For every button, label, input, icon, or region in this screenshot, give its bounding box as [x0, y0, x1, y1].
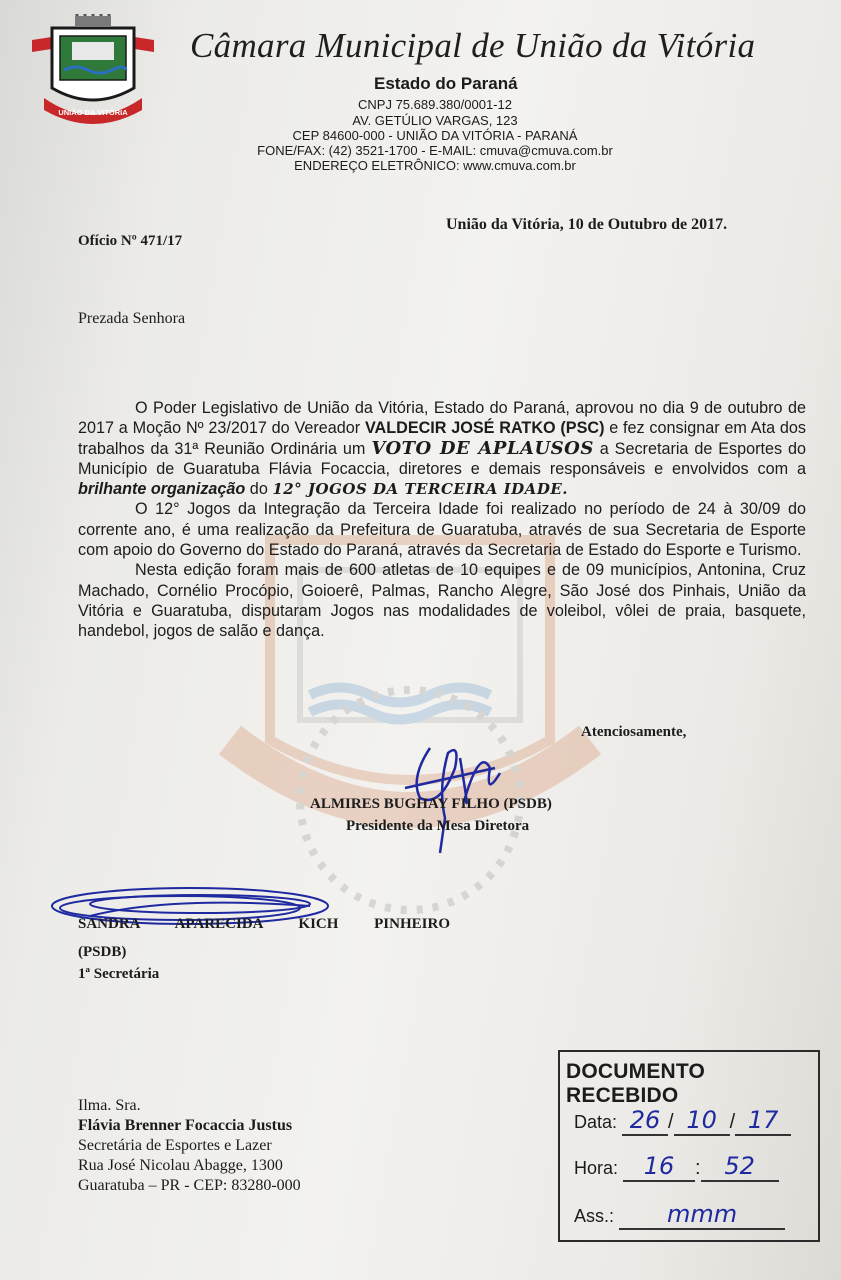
p1-text-d: do [245, 480, 273, 499]
stamp-time-label: Hora: [574, 1158, 619, 1178]
stamp-time-minute: 52 [701, 1152, 779, 1182]
crest-motto: UNIÃO DA VITÓRIA [58, 108, 128, 117]
oficio-number: Ofício Nº 471/17 [78, 233, 183, 249]
recipient-street: Rua José Nicolau Abagge, 1300 [78, 1157, 283, 1174]
stamp-date-month: 10 [674, 1106, 730, 1136]
recipient-address [78, 1096, 301, 1196]
secretary-role: 1ª Secretária [78, 966, 160, 982]
stamp-time-hour: 16 [623, 1152, 695, 1182]
chamber-title: Câmara Municipal de União da Vitória [190, 26, 756, 65]
recipient-name: Flávia Brenner Focaccia Justus [78, 1117, 293, 1134]
stamp-date-day: 26 [622, 1106, 668, 1136]
stamp-date-year: 17 [735, 1106, 791, 1136]
street-line: AV. GETÚLIO VARGAS, 123 [352, 113, 518, 128]
secretary-party: (PSDB) [78, 944, 127, 960]
phone-email-line: FONE/FAX: (42) 3521-1700 - E-MAIL: cmuva@cmuva.com.br [257, 143, 613, 158]
stamp-signature-value: mmm [619, 1200, 785, 1230]
president-name: ALMIRES BUGHAY FILHO (PSDB) [310, 796, 552, 812]
place-date: União da Vitória, 10 de Outubro de 2017. [446, 216, 728, 233]
cep-line: CEP 84600-000 - UNIÃO DA VITÓRIA - PARANÁ [292, 128, 578, 143]
letter-body [78, 398, 806, 642]
paragraph-3: Nesta edição foram mais de 600 atletas de 10 equipes e de 09 municípios, Antonina, Cruz Machado, Cornélio Procópio, Goioerê, Palmas, Rancho Alegre, São José dos Pinhais, União da Vitória e Guaratuba, disputaram Jogos nas modalidades de voleibol, vôlei de praia, basquete, handebol, jogos de salão e dança. [78, 561, 806, 641]
recipient-treatment: Ilma. Sra. [78, 1097, 141, 1114]
closing: Atenciosamente, [581, 724, 687, 740]
cnpj-line: CNPJ 75.689.380/0001-12 [358, 97, 512, 112]
p1-text-a: O Poder Legislativo de União da Vitória, Estado do Paraná, aprovou no dia 9 de outubro de 2017 a Moção Nº 23/2017 do Vereador [78, 399, 806, 438]
brilhante-organizacao: brilhante organização [78, 480, 246, 499]
jogos-terceira-idade: 12° JOGOS DA TERCEIRA IDADE. [272, 480, 568, 499]
recipient-city: Guaratuba – PR - CEP: 83280-000 [78, 1177, 301, 1194]
paragraph-2: O 12° Jogos da Integração da Terceira Idade foi realizado no período de 24 à 30/09 do corrente ano, é uma realização da Prefeitura de Guaratuba, através de sua Secretaria de Esporte com apoio do Governo do Estado do Paraná, através da Secretaria de Estado do Esporte e Turismo. [78, 500, 806, 560]
stamp-title: DOCUMENTO RECEBIDO [566, 1060, 706, 1107]
received-stamp [558, 1050, 820, 1242]
stamp-signature-label: Ass.: [574, 1206, 615, 1226]
stamp-date-label: Data: [574, 1112, 618, 1132]
secretary-name: SANDRA APARECIDA KICH PINHEIRO [78, 916, 450, 932]
p1-text-c: a Secretaria de Esportes do Município de Guaratuba Flávia Focaccia, diretores e demais responsáveis e envolvidos com a [78, 439, 806, 478]
voto-de-aplausos: VOTO DE APLAUSOS [371, 437, 594, 459]
stamp-time-row: Hora: 16 : 52 [574, 1152, 779, 1182]
recipient-role: Secretária de Esportes e Lazer [78, 1137, 272, 1154]
president-role: Presidente da Mesa Diretora [346, 818, 530, 834]
stamp-date-row: Data: 26 / 10 / 17 [574, 1106, 791, 1136]
website-line: ENDEREÇO ELETRÔNICO: www.cmuva.com.br [294, 158, 576, 173]
stamp-signature-row [574, 1200, 785, 1230]
salutation: Prezada Senhora [78, 310, 186, 327]
president-signature-icon [400, 728, 510, 858]
p1-text-b: e fez consignar em Ata dos trabalhos da 31ª Reunião Ordinária um [78, 419, 806, 458]
municipal-crest-icon [30, 14, 156, 126]
state-name: Estado do Paraná [374, 74, 518, 93]
vereador-name: VALDECIR JOSÉ RATKO (PSC) [364, 419, 605, 438]
paragraph-1 [78, 398, 806, 499]
